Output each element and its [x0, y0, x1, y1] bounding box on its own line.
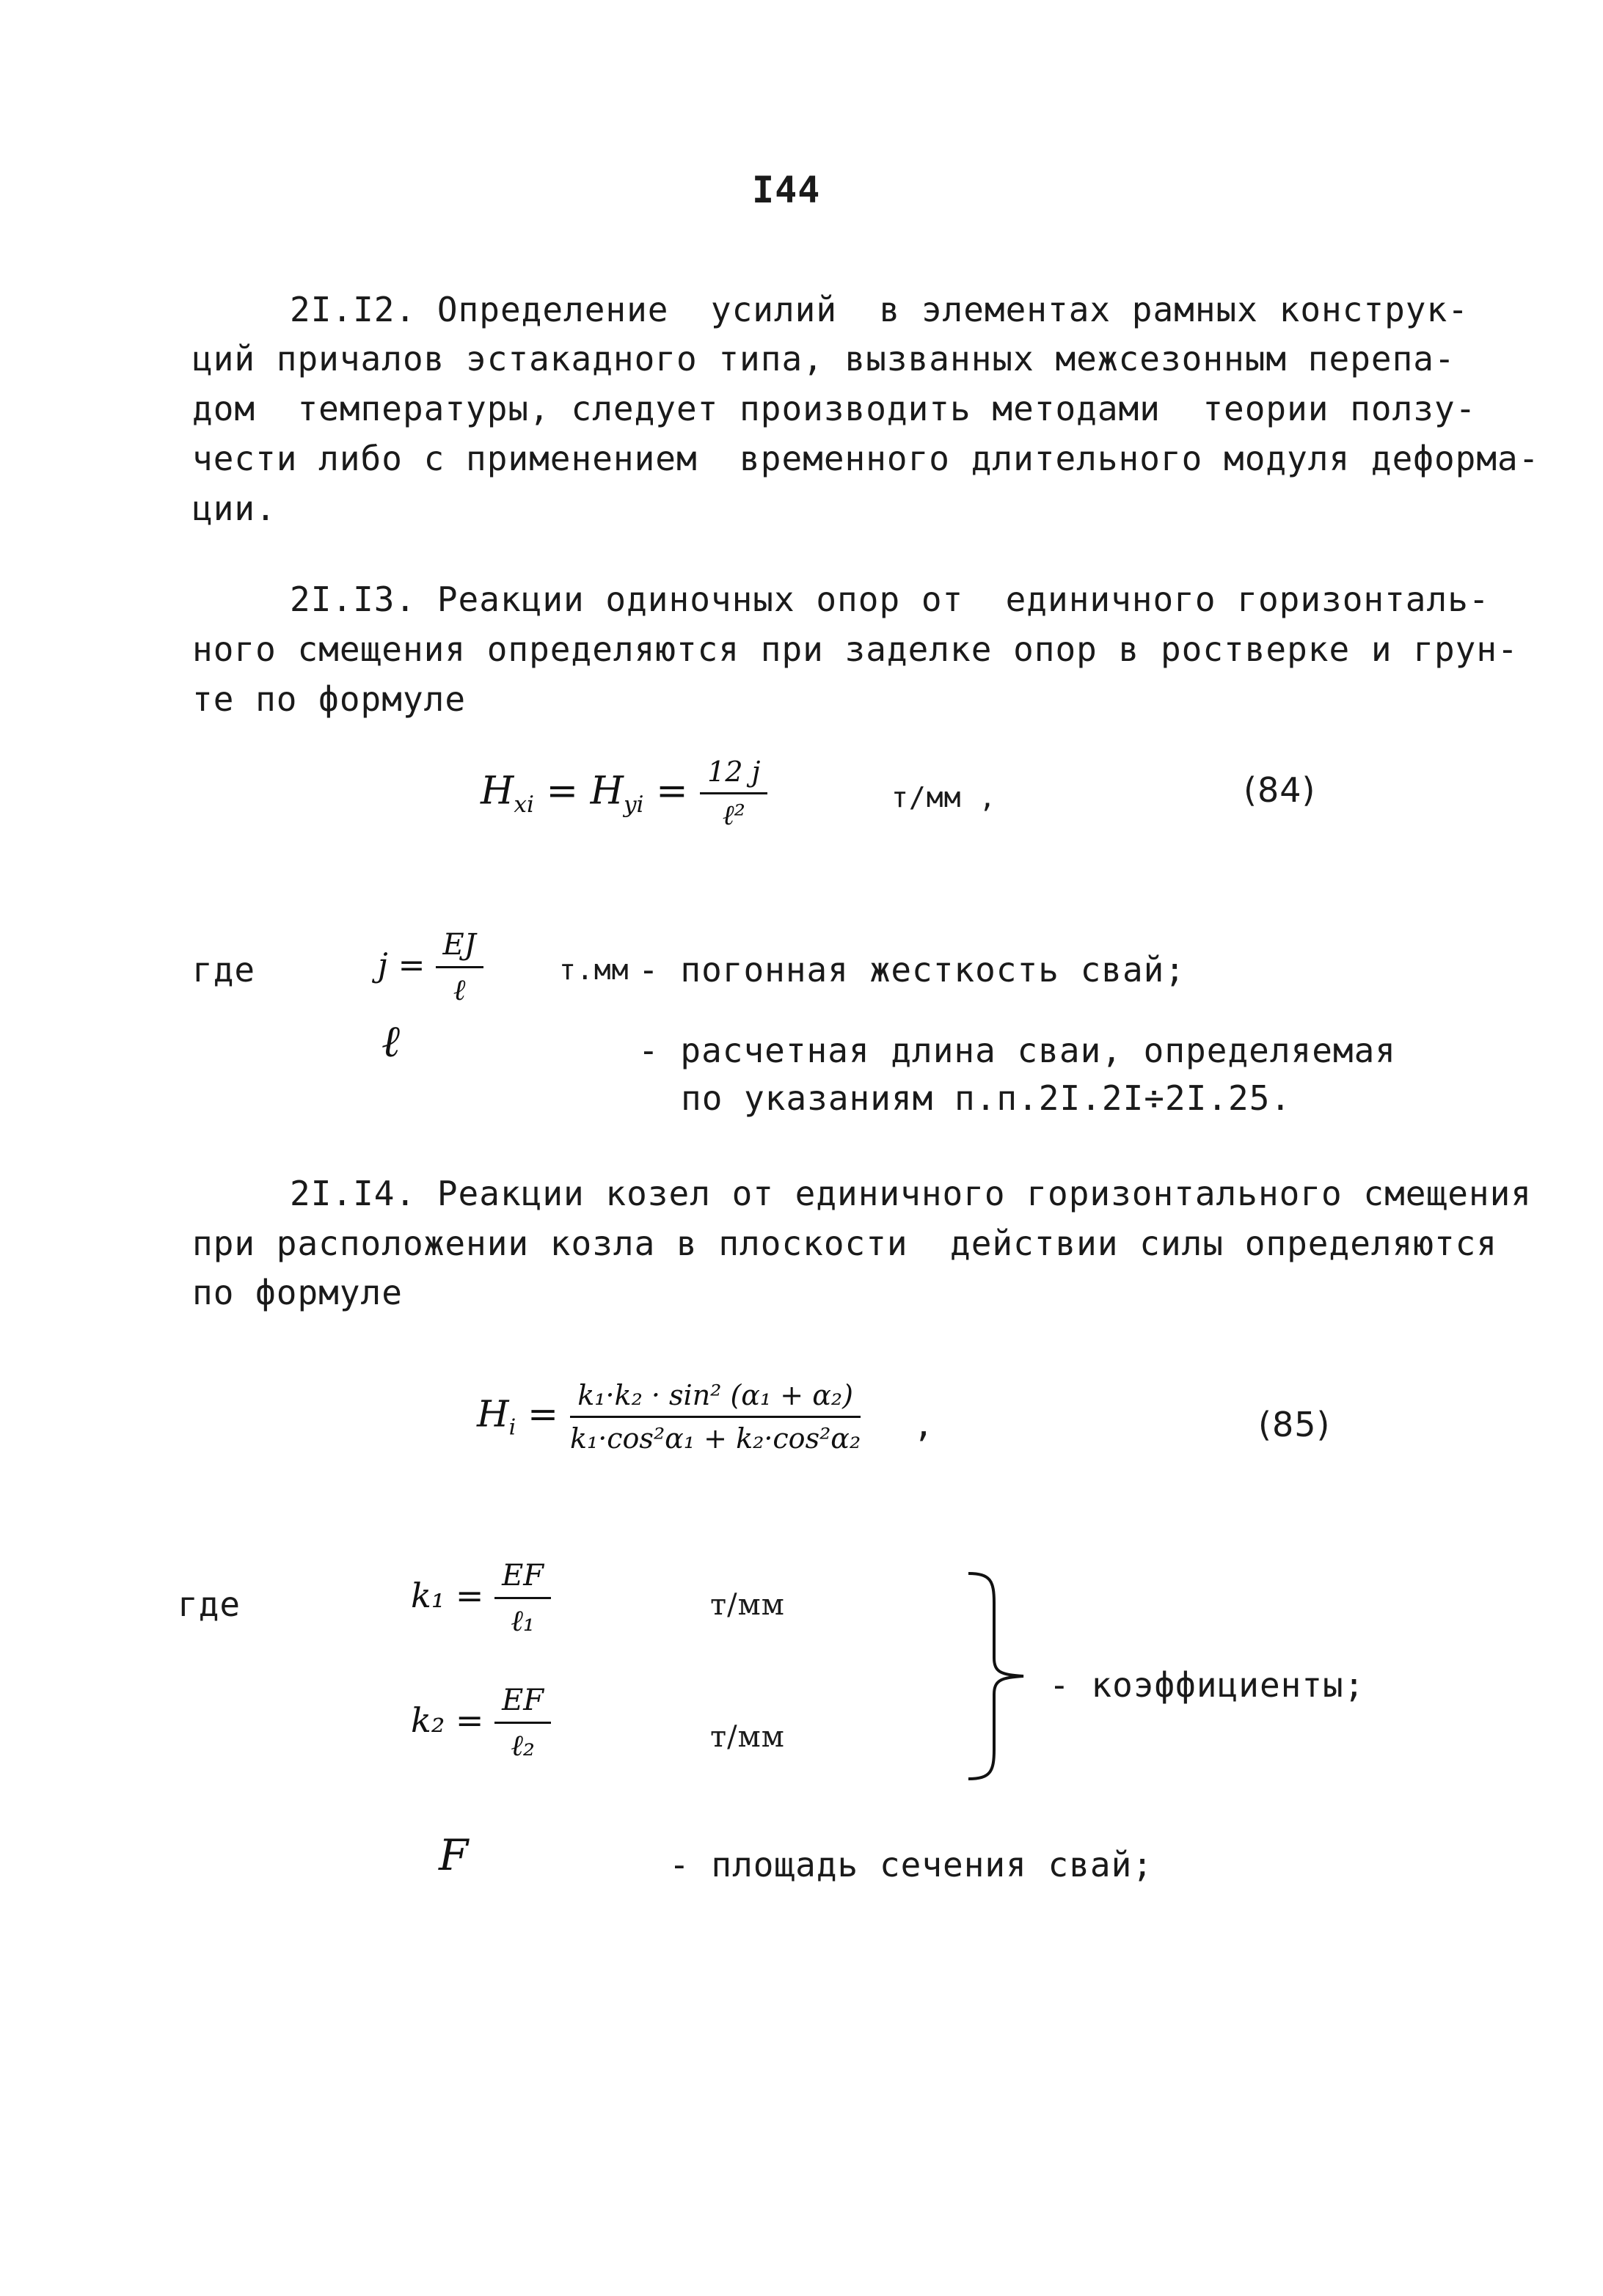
formula-85-number: (85) — [1258, 1405, 1331, 1444]
fraction-denominator: k₁·cos²α₁ + k₂·cos²α₂ — [569, 1422, 861, 1455]
def-j-denominator: ℓ — [453, 973, 466, 1007]
paragraph-line: 2I.I4. Реакции козел от единичного горизонтального смещения — [290, 1174, 1532, 1213]
fraction-denominator: ℓ² — [722, 799, 745, 831]
formula-lhs: H — [477, 1392, 509, 1436]
formula-fraction — [570, 1379, 861, 1455]
formula-eq: = — [527, 1392, 559, 1436]
where-label: где — [178, 1584, 241, 1624]
paragraph-line: ного смещения определяются при заделке опор в ростверке и грун- — [192, 629, 1519, 669]
formula-mid-sub: yi — [623, 791, 644, 818]
formula-lhs: H — [481, 769, 514, 814]
formula-lhs-sub: i — [508, 1414, 516, 1441]
formula-fraction — [700, 756, 767, 832]
def-l-text-2: по указаниям п.п.2I.2I÷2I.25. — [681, 1078, 1292, 1118]
def-k2-formula — [411, 1683, 551, 1763]
def-f-text: - площадь сечения свай; — [669, 1845, 1153, 1884]
paragraph-line: те по формуле — [192, 679, 467, 719]
def-k1-fraction — [494, 1559, 551, 1638]
formula-85 — [477, 1379, 861, 1455]
page-number: I44 — [752, 169, 821, 211]
paragraph-line: 2I.I3. Реакции одиночных опор от единичного горизонталь- — [290, 580, 1490, 619]
formula-lhs-sub: xi — [514, 791, 534, 818]
def-l-symbol: ℓ — [381, 1016, 400, 1067]
paragraph-line: при расположении козла в плоскости действии силы определяются — [192, 1224, 1498, 1263]
paragraph-line: 2I.I2. Определение усилий в элементах рамных конструк- — [290, 290, 1469, 329]
def-j-formula — [378, 928, 483, 1007]
def-j-text: - погонная жесткость свай; — [638, 950, 1186, 990]
formula-eq2: = — [656, 769, 688, 814]
formula-84 — [481, 756, 767, 832]
def-k2-numerator: EF — [494, 1683, 551, 1724]
formula-mid: H — [590, 769, 624, 814]
def-k1-denominator: ℓ₁ — [511, 1604, 535, 1638]
def-k2-fraction — [494, 1683, 551, 1763]
curly-brace — [965, 1570, 1031, 1783]
paragraph-line: дом температуры, следует производить методами теории ползу- — [192, 389, 1477, 428]
def-j-symbol: j = — [378, 946, 426, 984]
formula-84-units: т/мм , — [891, 781, 997, 814]
def-k1-symbol: k₁ = — [411, 1576, 484, 1615]
def-k1-numerator: EF — [494, 1559, 551, 1599]
coefficients-label: - коэффициенты; — [1049, 1665, 1365, 1705]
fraction-numerator: 12 j — [700, 756, 767, 794]
formula-84-number: (84) — [1244, 770, 1316, 810]
fraction-numerator: k₁·k₂ · sin² (α₁ + α₂) — [570, 1379, 861, 1418]
formula-85-comma: , — [913, 1405, 935, 1444]
def-k2-units: т/мм — [710, 1720, 785, 1754]
paragraph-line: ций причалов эстакадного типа, вызванных межсезонным перепа- — [192, 339, 1456, 379]
paragraph-line: чести либо с применением временного длительного модуля деформа- — [192, 439, 1540, 478]
formula-eq: = — [546, 769, 579, 814]
where-label: где — [192, 950, 256, 990]
def-k1-units: т/мм — [710, 1588, 785, 1622]
paragraph-line: по формуле — [192, 1273, 403, 1312]
def-j-units: т.мм — [559, 954, 629, 986]
def-k2-symbol: k₂ = — [411, 1700, 484, 1740]
def-k2-denominator: ℓ₂ — [511, 1729, 535, 1763]
def-j-numerator: EJ — [436, 928, 483, 968]
paragraph-line: ции. — [192, 489, 277, 528]
def-f-symbol: F — [439, 1830, 469, 1880]
def-l-text-1: - расчетная длина сваи, определяемая — [638, 1031, 1396, 1070]
def-j-fraction — [436, 928, 483, 1007]
def-k1-formula — [411, 1559, 551, 1638]
